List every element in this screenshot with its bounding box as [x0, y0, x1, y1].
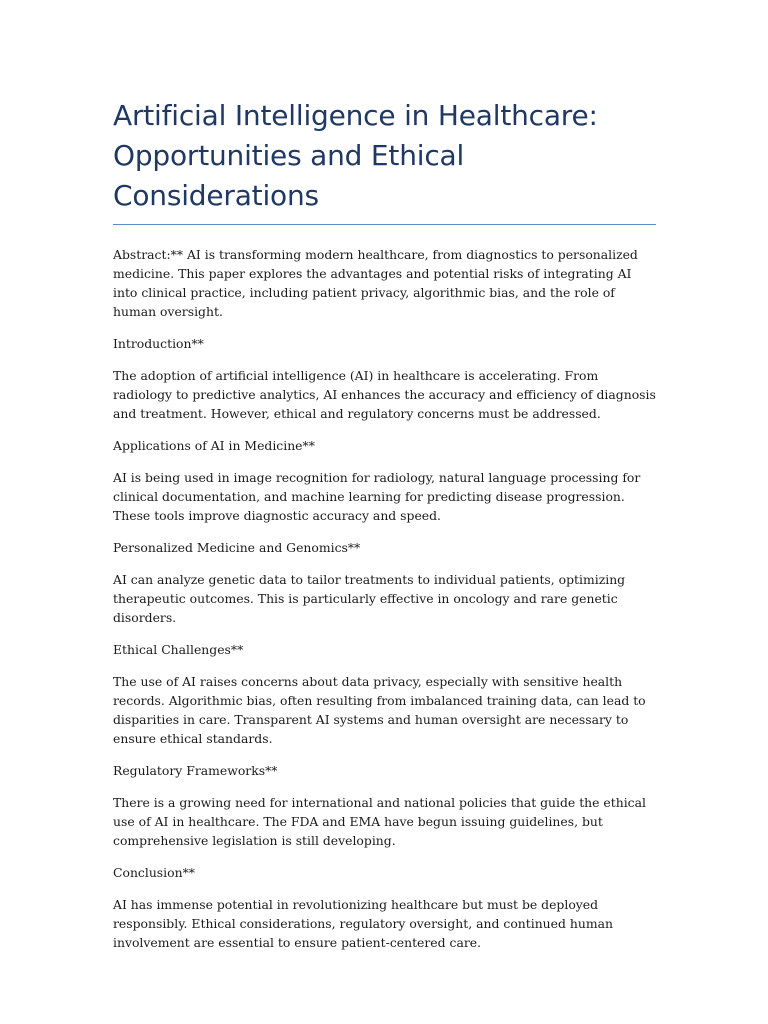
- personalized-medicine-paragraph: AI can analyze genetic data to tailor treatments to individual patients, optimizing therapeutic outcomes. This is particularly effective in oncology and rare genetic disorders.: [113, 572, 626, 625]
- abstract-paragraph: Abstract:** AI is transforming modern healthcare, from diagnostics to personalized medicine. This paper explores the advantages and potential risks of integrating AI into clinical practice, including patient privacy, algorithmic bias, and the role of human oversight.: [113, 247, 638, 319]
- section-heading-personalized-medicine: Personalized Medicine and Genomics**: [113, 540, 361, 555]
- introduction-paragraph: The adoption of artificial intelligence (AI) in healthcare is accelerating. From radiology to predictive analytics, AI enhances the accuracy and efficiency of diagnosis and treatment. However, ethical and regulatory concerns must be addressed.: [113, 368, 656, 421]
- section-heading-applications: Applications of AI in Medicine**: [113, 438, 315, 453]
- document-page: [113, 96, 656, 965]
- applications-paragraph: AI is being used in image recognition for radiology, natural language processing for clinical documentation, and machine learning for predicting disease progression. These tools improve diagnostic accuracy and speed.: [113, 470, 641, 523]
- section-heading-ethical-challenges: Ethical Challenges**: [113, 642, 244, 657]
- section-heading-regulatory-frameworks: Regulatory Frameworks**: [113, 763, 278, 778]
- title-underline: [113, 224, 656, 225]
- section-heading-introduction: Introduction**: [113, 336, 204, 351]
- regulatory-frameworks-paragraph: There is a growing need for international and national policies that guide the ethical use of AI in healthcare. The FDA and EMA have begun issuing guidelines, but comprehensive legislation is still developing.: [113, 795, 646, 848]
- conclusion-paragraph: AI has immense potential in revolutionizing healthcare but must be deployed responsibly. Ethical considerations, regulatory oversight, and continued human involvement are essential to ensure patient-centered care.: [113, 897, 613, 950]
- section-heading-conclusion: Conclusion**: [113, 865, 195, 880]
- document-title: Artificial Intelligence in Healthcare: Opportunities and Ethical Considerations: [113, 99, 598, 212]
- ethical-challenges-paragraph: The use of AI raises concerns about data privacy, especially with sensitive health records. Algorithmic bias, often resulting from imbalanced training data, can lead to disparities in care. Transparent AI systems and human oversight are necessary to ensure ethical standards.: [113, 674, 646, 746]
